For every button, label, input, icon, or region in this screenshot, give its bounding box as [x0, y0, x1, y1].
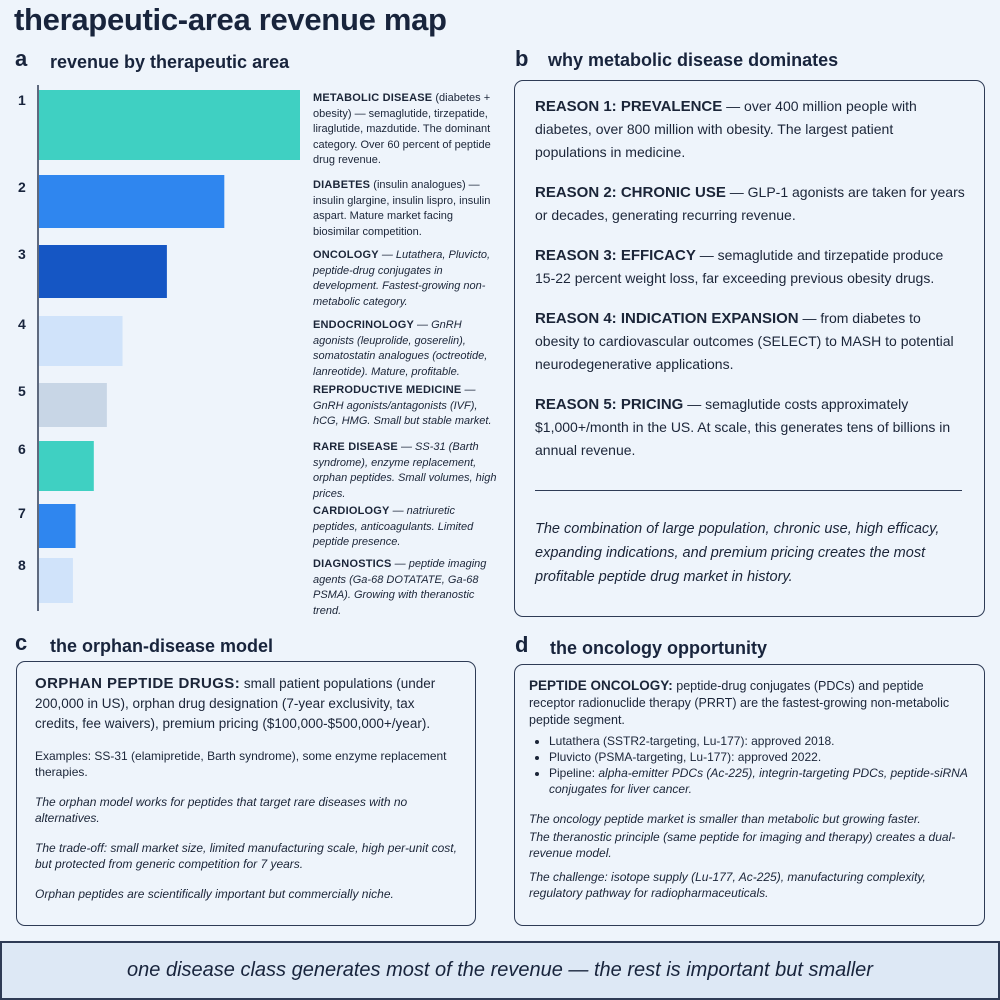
bar-description-text: — peptide imaging agents (Ga-68 DOTATATE, Ga-68 PSMA). Growing with theranostic trend.: [313, 558, 487, 617]
reason-5-text: — semaglutide costs approximately $1,000+/month in the US. At scale, this generates tens of billions in annual revenue.: [535, 396, 951, 458]
reason-4-text: — from diabetes to obesity to cardiovascular outcomes (SELECT) to MASH to potential neurodegenerative applications.: [535, 310, 954, 372]
bar-description-name: RARE DISEASE: [313, 441, 398, 453]
bar-rank-label-1: 1: [18, 92, 26, 108]
bar-description-2: [313, 178, 498, 240]
bar-description-name: CARDIOLOGY: [313, 505, 390, 517]
reason-4-label: REASON 4: INDICATION EXPANSION: [535, 310, 799, 327]
revenue-bar-7: [39, 504, 76, 548]
reason-3-text: — semaglutide and tirzepatide produce 15-22 percent weight loss, far exceeding previous obesity drugs.: [535, 247, 944, 286]
bar-description-name: ENDOCRINOLOGY: [313, 319, 414, 331]
bar-description-text: — GnRH agonists (leuprolide, goserelin), somatostatin analogues (octreotide, lanreotide). Mature, profitable.: [313, 319, 488, 378]
orphan-tradeoff-note: The trade-off: small market size, limited manufacturing scale, high per-unit cost, but protected from generic competition for 7 years.: [35, 841, 457, 871]
reason-2-label: REASON 2: CHRONIC USE: [535, 184, 726, 201]
bar-rank-label-3: 3: [18, 246, 26, 262]
oncology-lead: [529, 677, 970, 729]
pipeline-text: alpha-emitter PDCs (Ac-225), integrin-targeting PDCs, peptide-siRNA conjugates for liver cancer.: [549, 766, 968, 796]
panel-c-title: the orphan-disease model: [50, 636, 274, 656]
revenue-bar-1: [39, 90, 300, 160]
orphan-model-note: The orphan model works for peptides that target rare diseases with no alternatives.: [35, 795, 408, 825]
bar-description-8: [313, 557, 498, 619]
bar-description-text: — GnRH agonists/antagonists (IVF), hCG, HMG. Small but stable market.: [313, 384, 492, 427]
reason-1-text: — over 400 million people with diabetes, over 800 million with obesity. The largest patient populations in medicine.: [535, 98, 917, 160]
panel-d-title: the oncology opportunity: [550, 638, 767, 658]
panel-b-conclusion: The combination of large population, chronic use, high efficacy, expanding indications, and premium pricing creates the most profitable peptide drug market in history.: [535, 521, 940, 585]
revenue-bar-6: [39, 441, 94, 491]
bar-description-text: — SS-31 (Barth syndrome), enzyme replacement, orphan peptides. Small volumes, high prices.: [313, 441, 497, 500]
reason-2-text: — GLP-1 agonists are taken for years or decades, generating recurring revenue.: [535, 184, 965, 223]
bar-description-1: [313, 91, 498, 169]
bar-description-text: — Lutathera, Pluvicto, peptide-drug conjugates in development. Fastest-growing non-metabolic category.: [313, 249, 491, 308]
orphan-closing-note: Orphan peptides are scientifically important but commercially niche.: [35, 887, 394, 901]
bar-rank-label-4: 4: [18, 316, 26, 332]
reason-3-label: REASON 3: EFFICACY: [535, 247, 696, 264]
bar-rank-label-5: 5: [18, 383, 26, 399]
list-item: • Pluvicto (PSMA-targeting, Lu-177): approved 2022.: [549, 749, 970, 765]
revenue-bar-2: [39, 175, 224, 228]
oncology-note-challenge: The challenge: isotope supply (Lu-177, Ac-225), manufacturing complexity, regulatory pathway for radiopharmaceuticals.: [529, 870, 926, 900]
reason-4: [535, 307, 966, 376]
revenue-bar-4: [39, 316, 123, 366]
bar-description-text: (diabetes + obesity) — semaglutide, tirzepatide, liraglutide, mazdutide. The dominant category. Over 60 percent of peptide drug revenue.: [313, 92, 491, 166]
oncology-bullet-list: [529, 733, 970, 797]
orphan-examples: Examples: SS-31 (elamipretide, Barth syndrome), some enzyme replacement therapies.: [35, 749, 447, 779]
reason-1: [535, 95, 966, 164]
bar-description-name: METABOLIC DISEASE: [313, 92, 433, 104]
oncology-note-theranostic: The theranostic principle (same peptide for imaging and therapy) creates a dual-revenue model.: [529, 830, 956, 860]
oncology-lead-label: PEPTIDE ONCOLOGY:: [529, 678, 673, 693]
pipeline-label: Pipeline:: [549, 766, 599, 780]
bar-description-name: DIABETES: [313, 179, 371, 191]
bar-description-3: [313, 248, 498, 310]
bar-rank-label-2: 2: [18, 179, 26, 195]
bar-description-6: [313, 440, 498, 502]
revenue-bar-chart: [0, 85, 305, 615]
orphan-lead-label: ORPHAN PEPTIDE DRUGS:: [35, 675, 241, 692]
bar-rank-label-8: 8: [18, 557, 26, 573]
panel-a-letter: a: [15, 46, 28, 71]
reason-5-label: REASON 5: PRICING: [535, 396, 684, 413]
panel-b-title: why metabolic disease dominates: [548, 50, 839, 70]
orphan-lead-text: small patient populations (under 200,000 in US), orphan drug designation (7-year exclusivity, tax credits, fee waivers), premium pricing ($100,000-$500,000+/year).: [35, 676, 436, 731]
bar-description-7: [313, 504, 498, 551]
list-item: • Lutathera (SSTR2-targeting, Lu-177): approved 2018.: [549, 733, 970, 749]
bar-description-text: (insulin analogues) — insulin glargine, insulin lispro, insulin aspart. Mature market facing biosimilar competition.: [313, 179, 491, 238]
panel-d-box: [514, 664, 985, 926]
reason-5: [535, 393, 966, 462]
list-item: [549, 765, 970, 797]
orphan-lead: [35, 674, 461, 734]
bar-description-5: [313, 383, 498, 430]
bar-description-name: ONCOLOGY: [313, 249, 379, 261]
reason-3: [535, 244, 966, 290]
panel-c-box: [16, 661, 476, 926]
bar-rank-label-6: 6: [18, 441, 26, 457]
panel-b-letter: b: [515, 46, 529, 71]
page-title: therapeutic-area revenue map: [14, 2, 447, 37]
revenue-bar-5: [39, 383, 107, 427]
bar-description-text: — natriuretic peptides, anticoagulants. Limited peptide presence.: [313, 505, 474, 548]
panel-b-box: [514, 80, 985, 617]
reason-1-label: REASON 1: PREVALENCE: [535, 98, 723, 115]
panel-d-letter: d: [515, 632, 529, 657]
oncology-lead-text: peptide-drug conjugates (PDCs) and peptide receptor radionuclide therapy (PRRT) are the fastest-growing non-metabolic peptide segment.: [529, 679, 950, 727]
oncology-note-growth: The oncology peptide market is smaller than metabolic but growing faster.: [529, 812, 921, 826]
revenue-bar-3: [39, 245, 167, 298]
panel-a-title: revenue by therapeutic area: [50, 52, 290, 72]
reason-2: [535, 181, 966, 227]
panel-c-letter: c: [15, 630, 28, 655]
bar-description-name: REPRODUCTIVE MEDICINE: [313, 384, 462, 396]
panel-b-divider: [535, 490, 962, 491]
bar-rank-label-7: 7: [18, 505, 26, 521]
revenue-bar-8: [39, 558, 73, 603]
bar-description-4: [313, 318, 498, 380]
footer-banner: one disease class generates most of the revenue — the rest is important but smaller: [0, 941, 1000, 1000]
bar-description-name: DIAGNOSTICS: [313, 558, 392, 570]
